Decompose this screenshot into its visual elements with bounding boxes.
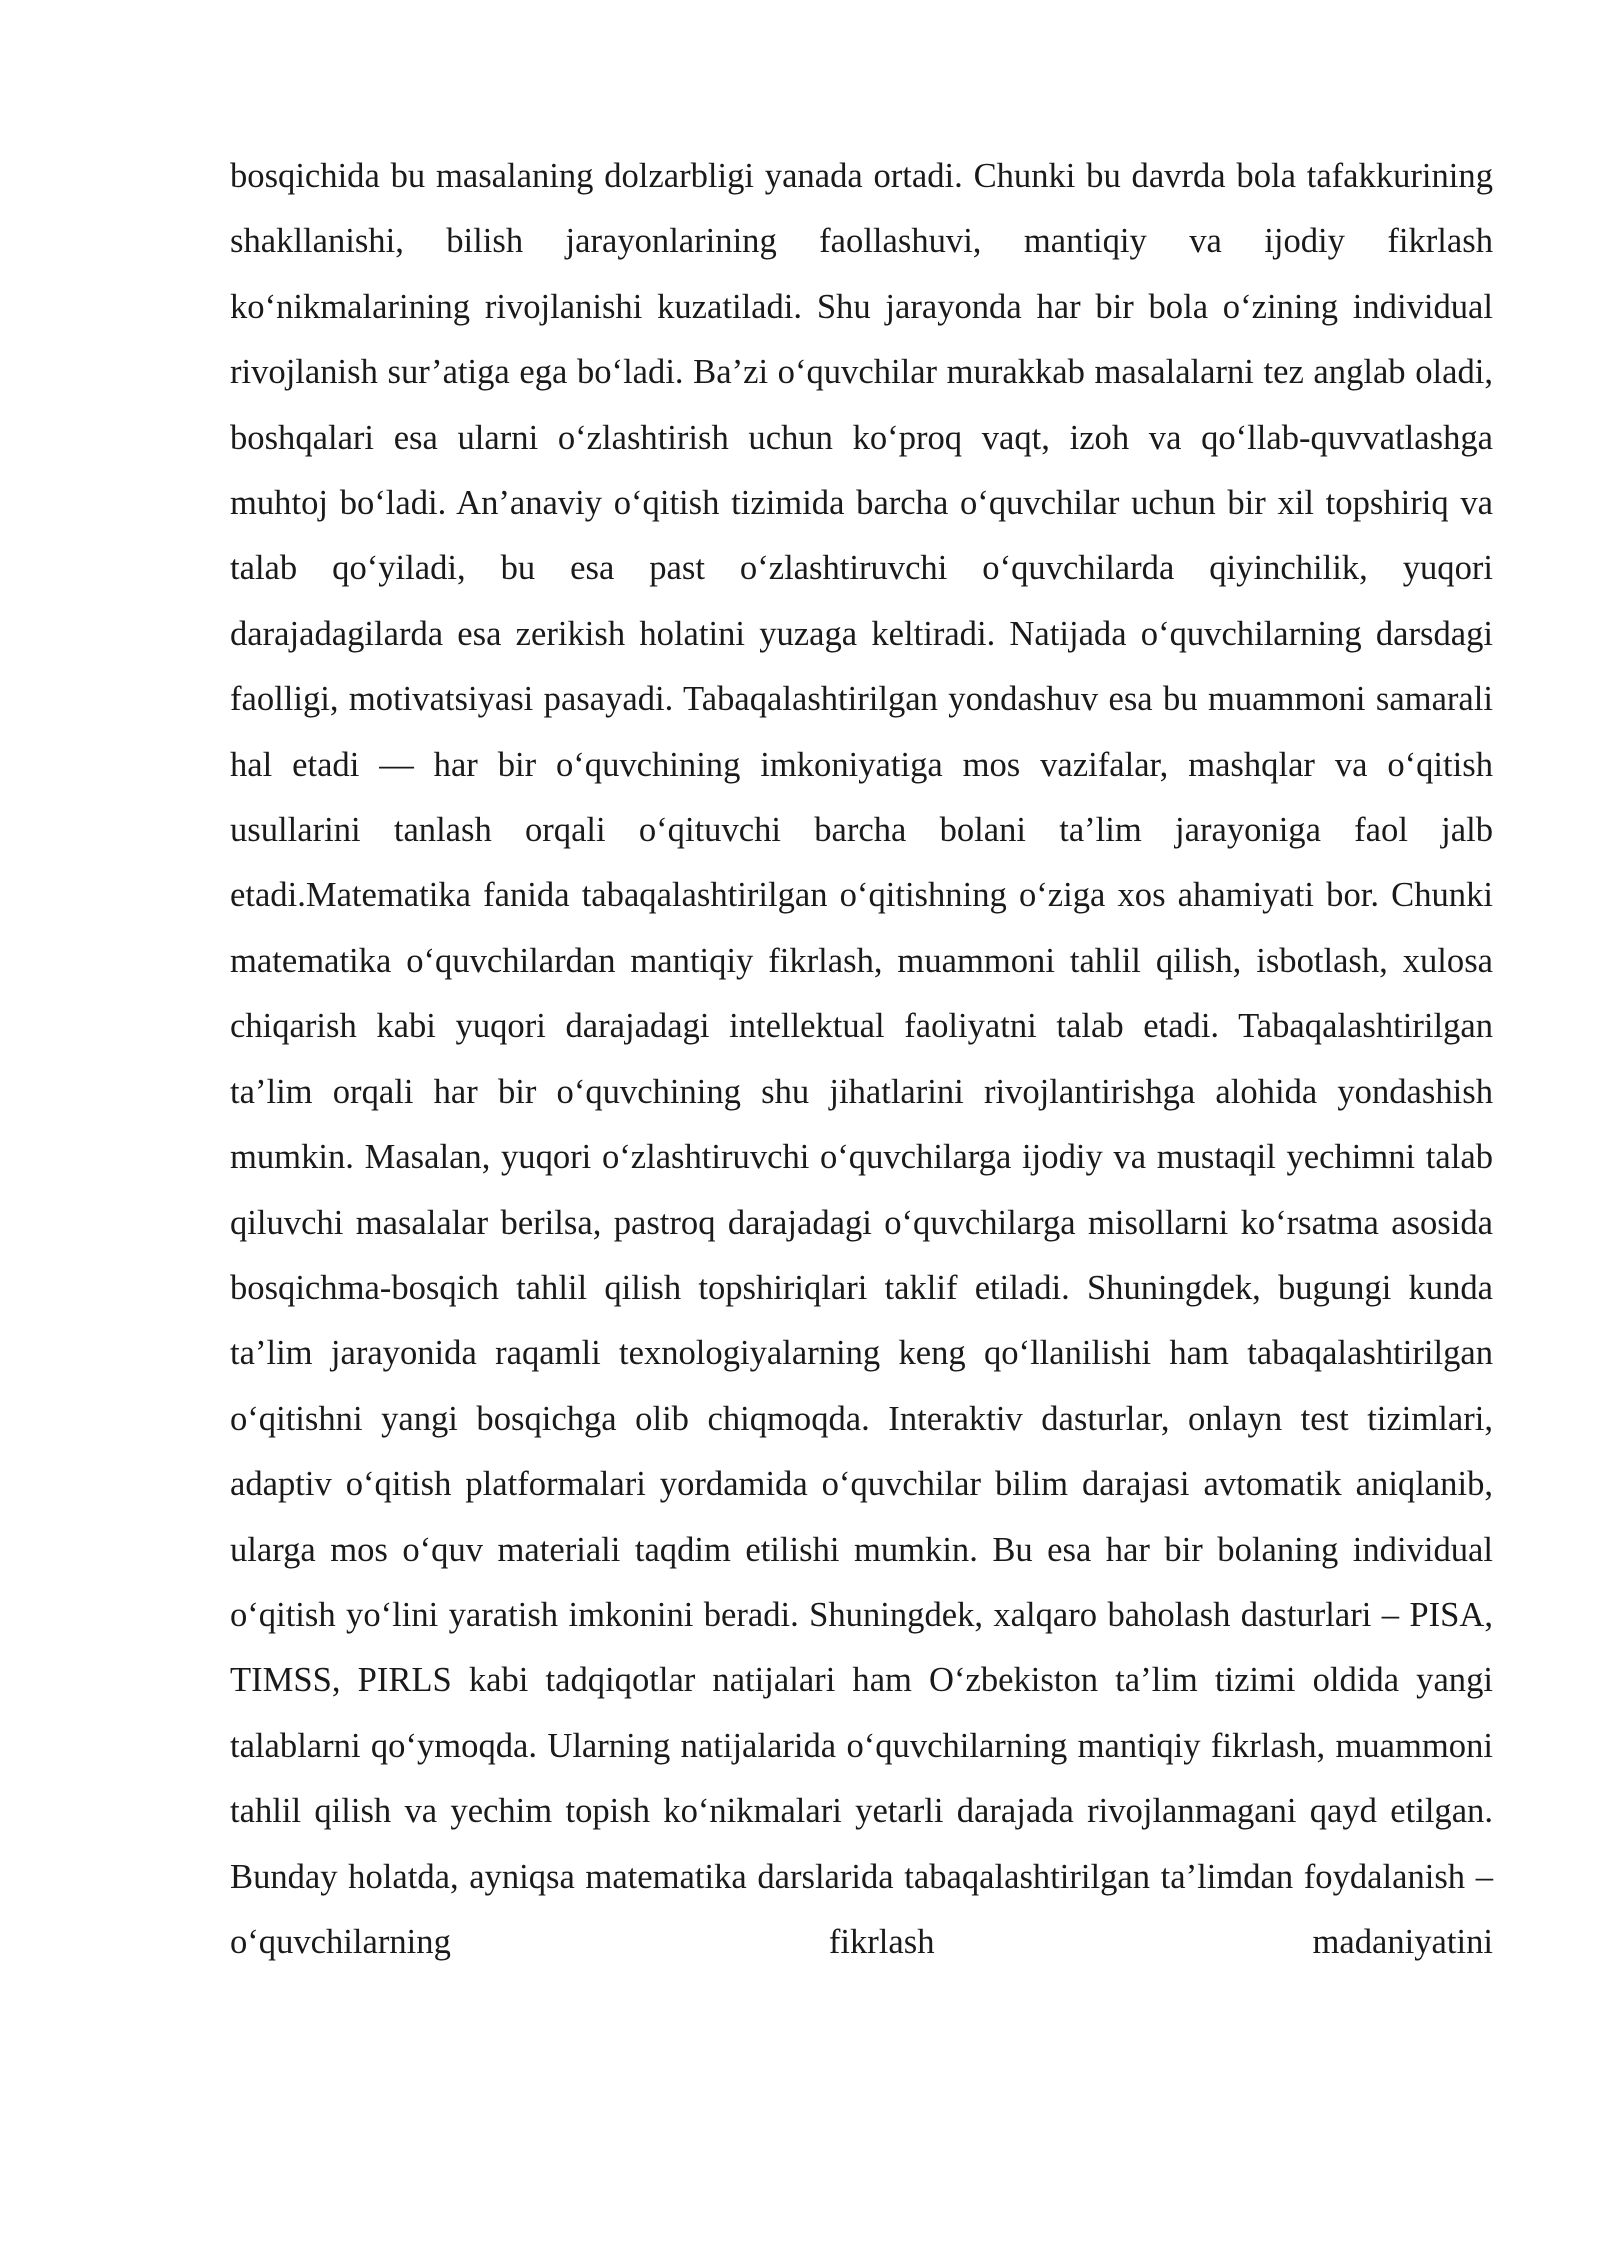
body-paragraph: bosqichida bu masalaning dolzarbligi yanada ortadi. Chunki bu davrda bola tafakkurining shakllanishi, bilish jarayonlarining faollashuvi, mantiqiy va ijodiy fikrlash ko‘nikmalarining rivojlanishi kuzatiladi. Shu jarayonda har bir bola o‘zining individual rivojlanish sur’atiga ega bo‘ladi. Ba’zi o‘quvchilar murakkab masalalarni tez anglab oladi, boshqalari esa ularni o‘zlashtirish uchun ko‘proq vaqt, izoh va qo‘llab-quvvatlashga muhtoj bo‘ladi. An’anaviy o‘qitish tizimida barcha o‘quvchilar uchun bir xil topshiriq va talab qo‘yiladi, bu esa past o‘zlashtiruvchi o‘quvchilarda qiyinchilik, yuqori darajadagilarda esa zerikish holatini yuzaga keltiradi. Natijada o‘quvchilarning darsdagi faolligi, motivatsiyasi pasayadi. Tabaqalashtirilgan yondashuv esa bu muammoni samarali hal etadi — har bir o‘quvchining imkoniyatiga mos vazifalar, mashqlar va o‘qitish usullarini tanlash orqali o‘qituvchi barcha bolani ta’lim jarayoniga faol jalb etadi.Matematika fanida tabaqalashtirilgan o‘qitishning o‘ziga xos ahamiyati bor. Chunki matematika o‘quvchilardan mantiqiy fikrlash, muammoni tahlil qilish, isbotlash, xulosa chiqarish kabi yuqori darajadagi intellektual faoliyatni talab etadi. Tabaqalashtirilgan ta’lim orqali har bir o‘quvchining shu jihatlarini rivojlantirishga alohida yondashish mumkin. Masalan, yuqori o‘zlashtiruvchi o‘quvchilarga ijodiy va mustaqil yechimni talab qiluvchi masalalar berilsa, pastroq darajadagi o‘quvchilarga misollarni ko‘rsatma asosida bosqichma-bosqich tahlil qilish topshiriqlari taklif etiladi. Shuningdek, bugungi kunda ta’lim jarayonida raqamli texnologiyalarning keng qo‘llanilishi ham tabaqalashtirilgan o‘qitishni yangi bosqichga olib chiqmoqda. Interaktiv dasturlar, onlayn test tizimlari, adaptiv o‘qitish platformalari yordamida o‘quvchilar bilim darajasi avtomatik aniqlanib, ularga mos o‘quv materiali taqdim etilishi mumkin. Bu esa har bir bolaning individual o‘qitish yo‘lini yaratish imkonini beradi. Shuningdek, xalqaro baholash dasturlari – PISA, TIMSS, PIRLS kabi tadqiqotlar natijalari ham O‘zbekiston ta’lim tizimi oldida yangi talablarni qo‘ymoqda. Ularning natijalarida o‘quvchilarning mantiqiy fikrlash, muammoni tahlil qilish va yechim topish ko‘nikmalari yetarli darajada rivojlanmagani qayd etilgan. Bunday holatda, ayniqsa matematika darslarida tabaqalashtirilgan ta’limdan foydalanish – o‘quvchilarning fikrlash madaniyatini — [230, 157, 1493, 1961]
